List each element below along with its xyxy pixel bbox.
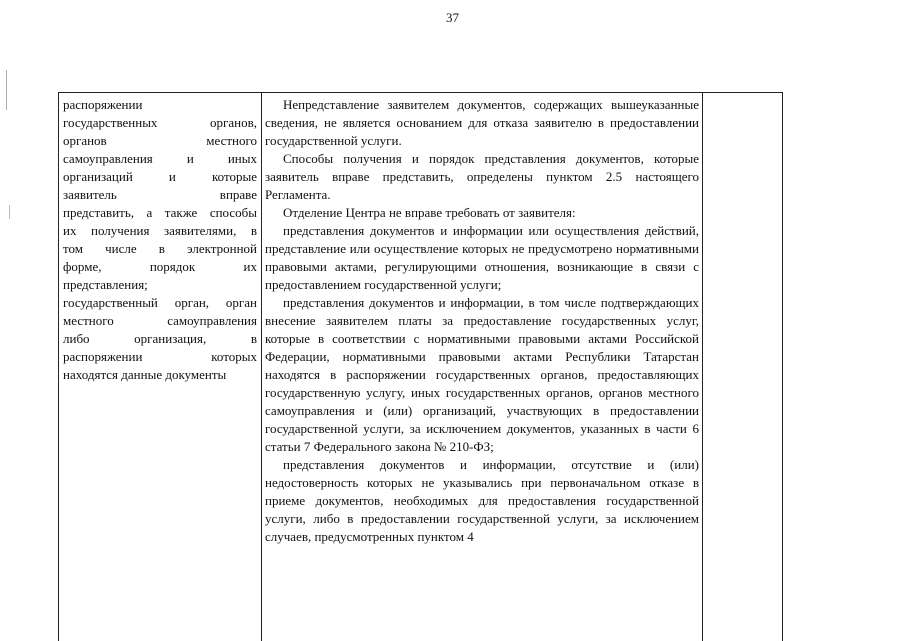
paragraph: Способы получения и порядок представления документов, которые заявитель вправе представить, определены пунктом 2.5 настоящего Регламента. xyxy=(265,151,699,202)
left-cell-line: представления; xyxy=(63,277,148,292)
page-number: 37 xyxy=(446,10,459,25)
paragraph: представления документов и информации, отсутствие и (или) недостоверность которых не указывались при первоначальном отказе в приеме документов, необходимых для предоставления государственной услуги, либо в предоставлении государственной услуги, за исключением случаев, предусмотренных пунктом 4 xyxy=(265,457,699,544)
left-cell-line: государственных органов, xyxy=(63,115,257,130)
left-cell-line: государственный орган, орган xyxy=(63,295,257,310)
left-cell-line: том числе в электронной xyxy=(63,241,257,256)
column-divider xyxy=(261,93,262,641)
left-cell-line: форме, порядок их xyxy=(63,259,257,274)
scan-edge-mark xyxy=(6,70,7,110)
left-cell-line: находятся данные документы xyxy=(63,367,227,382)
left-cell-line: организаций и которые xyxy=(63,169,257,184)
left-cell-line: распоряжении которых xyxy=(63,349,257,364)
left-cell-line: органов местного xyxy=(63,133,257,148)
paragraph: Отделение Центра не вправе требовать от заявителя: xyxy=(283,205,576,220)
table-cell-left xyxy=(63,96,257,384)
column-divider xyxy=(702,93,703,641)
left-cell-line: либо организация, в xyxy=(63,331,257,346)
paragraph: представления документов и информации, в том числе подтверждающих внесение заявителем платы за предоставление государственных услуг, которые в соответствии с нормативными правовыми актами Российской Федерации, нормативными правовыми актами Республики Татарстан находятся в распоряжении государственных органов, предоставляющих государственную услугу, иных государственных органов, органов местного самоуправления и (или) организаций, участвующих в предоставлении государственной услуги, за исключением документов, указанных в части 6 статьи 7 Федерального закона № 210-ФЗ; xyxy=(265,295,699,454)
paragraph: представления документов и информации или осуществления действий, представление или осуществление которых не предусмотрено нормативными правовыми актами, регулирующими отношения, возникающие в связи с предоставлением государственной услуги; xyxy=(265,223,699,292)
scan-edge-mark xyxy=(9,205,10,219)
regulation-table xyxy=(58,92,783,641)
left-cell-line: представить, а также способы xyxy=(63,205,257,220)
left-cell-line: заявитель вправе xyxy=(63,187,257,202)
left-cell-line: самоуправления и иных xyxy=(63,151,257,166)
left-cell-line: местного самоуправления xyxy=(63,313,257,328)
paragraph: Непредставление заявителем документов, содержащих вышеуказанные сведения, не является основанием для отказа заявителю в предоставлении государственной услуги. xyxy=(265,97,699,148)
left-cell-line: распоряжении xyxy=(63,97,143,112)
table-cell-middle xyxy=(265,96,699,546)
left-cell-line: их получения заявителями, в xyxy=(63,223,257,238)
